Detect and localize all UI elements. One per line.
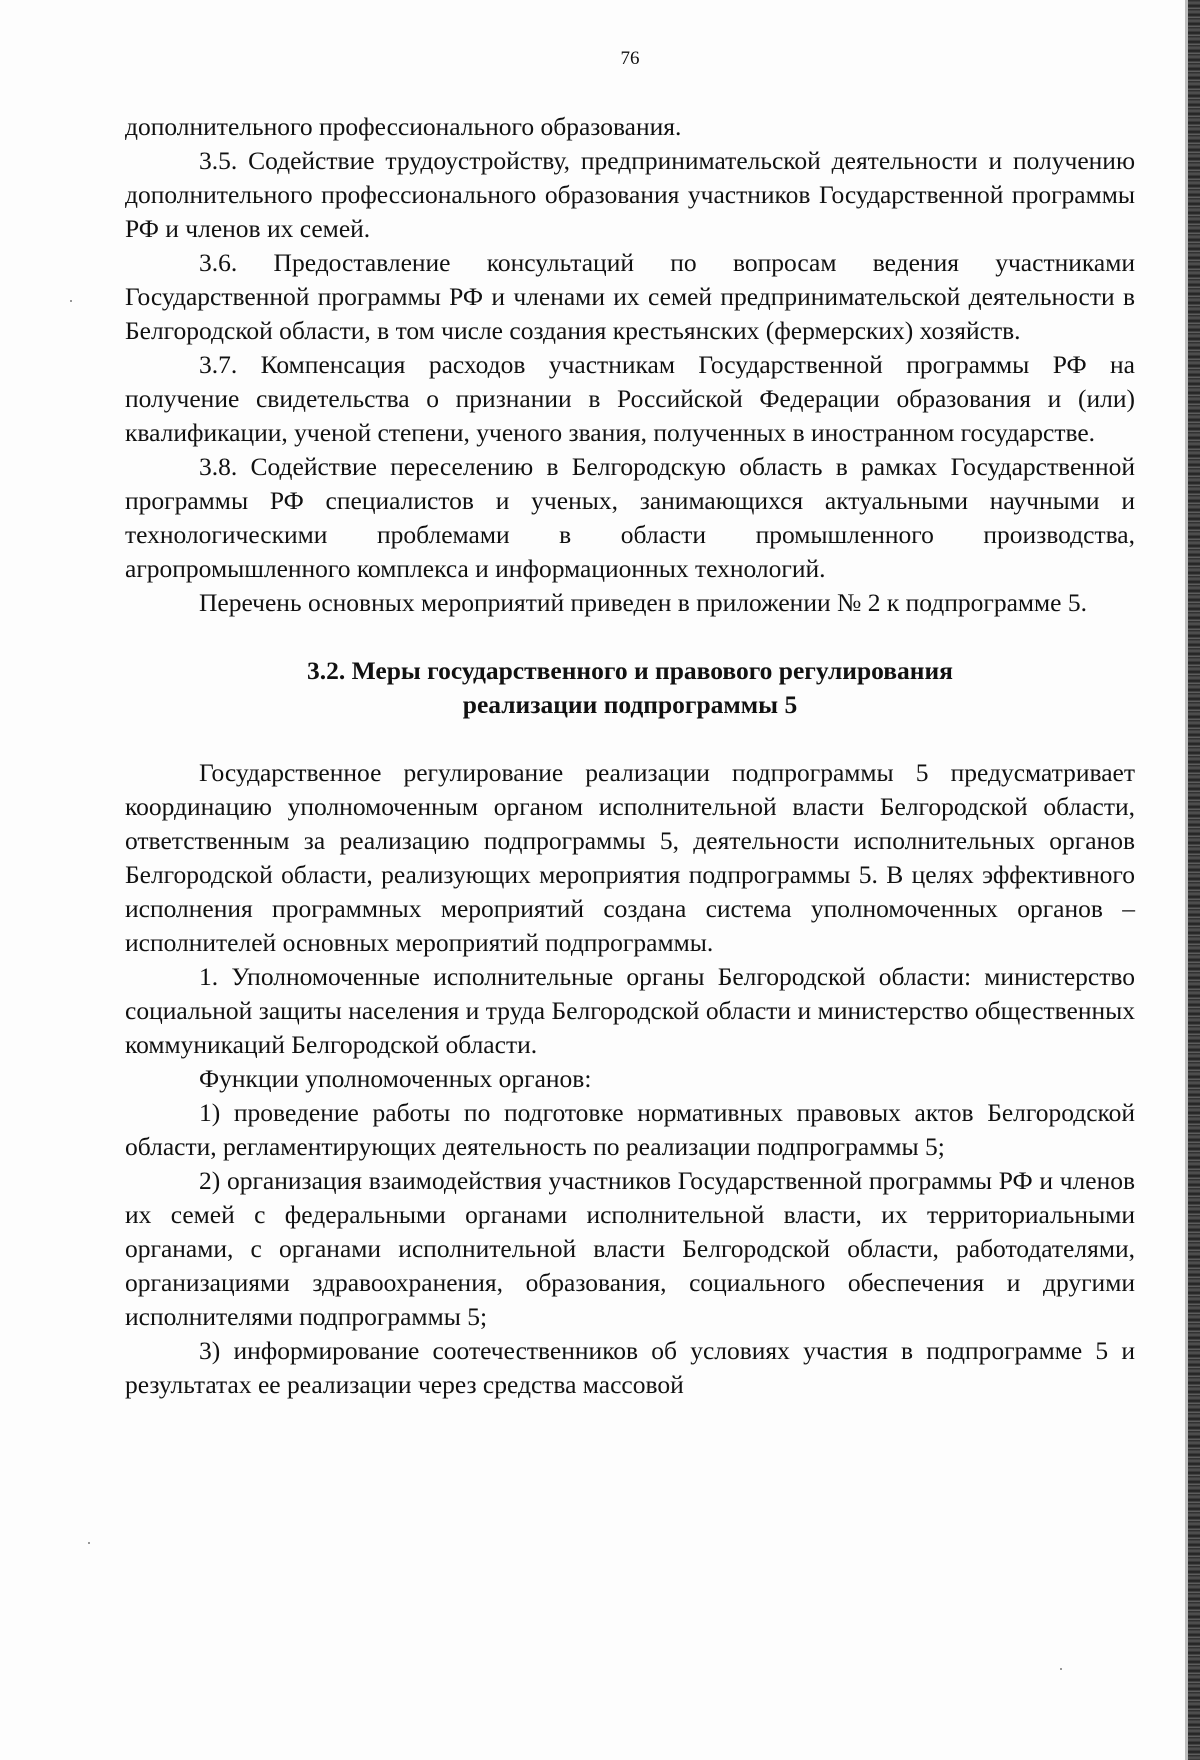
scan-speck [1060, 1668, 1062, 1670]
section-heading [125, 654, 1135, 722]
paragraph-state-regulation: Государственное регулирование реализации подпрограммы 5 предусматривает координацию уполномоченным органом исполнительной власти Белгородской области, ответственным за реализацию подпрограммы 5, деятельности исполнительных органов Белгородской области, реализующих мероприятия подпрограммы 5. В целях эффективного исполнения программных мероприятий создана система уполномоченных органов – исполнителей основных мероприятий подпрограммы. [125, 758, 1135, 957]
section-heading-line-1: 3.2. Меры государственного и правового регулирования [307, 656, 953, 685]
page-number: 76 [620, 48, 640, 69]
scan-edge-border [1185, 0, 1188, 1760]
scan-edge-shadow [1188, 0, 1200, 1760]
paragraph-3-8: 3.8. Содействие переселению в Белгородскую область в рамках Государственной программы РФ специалистов и ученых, занимающихся актуальными научными и технологическими проблемами в области промышленного производства, агропромышленного комплекса и информационных технологий. [125, 452, 1135, 583]
paragraph-function-3: 3) информирование соотечественников об условиях участия в подпрограмме 5 и результатах ее реализации через средства массовой [125, 1336, 1135, 1399]
paragraph-function-1: 1) проведение работы по подготовке нормативных правовых актов Белгородской области, регламентирующих деятельность по реализации подпрограммы 5; [125, 1098, 1135, 1161]
paragraph-functions-heading: Функции уполномоченных органов: [199, 1064, 592, 1093]
paragraph-continuation: дополнительного профессионального образования. [125, 112, 682, 141]
paragraph-3-5: 3.5. Содействие трудоустройству, предпринимательской деятельности и получению дополнительного профессионального образования участников Государственной программы РФ и членов их семей. [125, 146, 1135, 243]
paragraph-3-7: 3.7. Компенсация расходов участникам Государственной программы РФ на получение свидетельства о признании в Российской Федерации образования и (или) квалификации, ученой степени, ученого звания, полученных в иностранном государстве. [125, 350, 1135, 447]
paragraph-function-2: 2) организация взаимодействия участников Государственной программы РФ и членов их семей с федеральными органами исполнительной власти, их территориальными органами, с органами исполнительной власти Белгородской области, работодателями, организациями здравоохранения, образования, социального обеспечения и другими исполнителями подпрограммы 5; [125, 1166, 1135, 1331]
paragraph-authorized-bodies: 1. Уполномоченные исполнительные органы Белгородской области: министерство социальной защиты населения и труда Белгородской области и министерство общественных коммуникаций Белгородской области. [125, 962, 1135, 1059]
scan-speck [70, 300, 72, 302]
paragraph-3-6: 3.6. Предоставление консультаций по вопросам ведения участниками Государственной программы РФ и членами их семей предпринимательской деятельности в Белгородской области, в том числе создания крестьянских (фермерских) хозяйств. [125, 248, 1135, 345]
paragraph-activities-list: Перечень основных мероприятий приведен в приложении № 2 к подпрограмме 5. [199, 588, 1087, 617]
scan-speck [88, 1542, 90, 1544]
section-heading-line-2: реализации подпрограммы 5 [462, 690, 798, 719]
document-body [125, 110, 1135, 1402]
